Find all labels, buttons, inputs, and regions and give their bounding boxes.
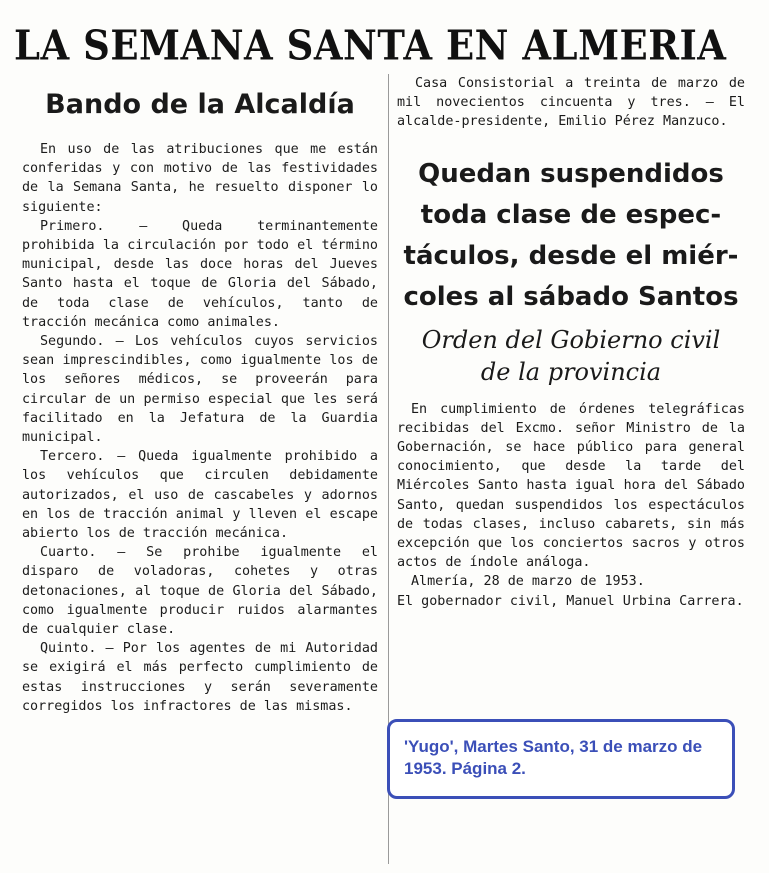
paragraph-intro: En uso de las atribuciones que me están conferidas y con motivo de las festividades de la Semana Santa, he resuelto disponer lo siguiente: bbox=[22, 142, 378, 215]
page-headline: LA SEMANA SANTA EN ALMERIA bbox=[14, 20, 727, 70]
source-caption: 'Yugo', Martes Santo, 31 de marzo de 1953. Página 2. bbox=[404, 737, 703, 778]
left-article bbox=[22, 80, 378, 716]
right-article bbox=[397, 74, 745, 611]
paragraph-primero: Primero. — Queda terminantemente prohibida la circulación por todo el término municipal, desde las doce horas del Jueves Santo hasta el toque de Gloria del Sábado, de toda clase de vehículos, tanto de tracción mecánica como animales. bbox=[22, 218, 378, 330]
subheadline-line: Orden del Gobierno civil bbox=[421, 325, 721, 354]
paragraph-cuarto: Cuarto. — Se prohibe igualmente el disparo de voladoras, cohetes y otras detonaciones, al toque de Gloria del Sábado, como igualmente producir ruidos alarmantes de cualquier clase. bbox=[22, 545, 378, 638]
paragraph-quinto: Quinto. — Por los agentes de mi Autoridad se exigirá el más perfecto cumplimiento de estas instrucciones y serán severamente corregidos los infractores de las mismas. bbox=[22, 641, 378, 714]
paragraph-tercero: Tercero. — Queda igualmente prohibido a los vehículos que circulen debidamente autorizados, el uso de cascabeles y adornos en los de tracción animal y lleven el escape abierto los de tracción mecánica. bbox=[22, 449, 378, 542]
signature: El gobernador civil, Manuel Urbina Carrera. bbox=[397, 593, 744, 609]
paragraph-order: En cumplimiento de órdenes telegráficas recibidas del Excmo. señor Ministro de la Gobernación, se hace público para general conocimiento, que desde la tarde del Miércoles Santo hasta igual hora del Sábado Santo, quedan suspendidos los espectáculos de todas clases, incluso cabarets, sin más excepción que los conciertos sacros y otros actos de índole análoga. bbox=[397, 401, 745, 571]
headline-line: coles al sábado Santos bbox=[403, 281, 739, 312]
article-body bbox=[22, 140, 378, 716]
dateline: Almería, 28 de marzo de 1953. bbox=[411, 574, 645, 590]
suspension-subheadline bbox=[397, 324, 745, 388]
suspension-headline bbox=[397, 154, 745, 318]
headline-line: toda clase de espec- bbox=[420, 199, 722, 230]
continuation-text: Casa Consistorial a treinta de marzo de mil novecientos cincuenta y tres. — El alcalde-presidente, Emilio Pérez Manzuco. bbox=[397, 76, 745, 130]
suspension-body bbox=[397, 400, 745, 611]
subheadline-line: de la provincia bbox=[480, 357, 662, 386]
source-caption-box bbox=[387, 719, 735, 799]
paragraph-segundo: Segundo. — Los vehículos cuyos servicios sean imprescindibles, como igualmente los de los señores médicos, se proveerán para circular de un permiso especial que les será facilitado en la Jefatura de la Guardia municipal. bbox=[22, 334, 378, 446]
headline-line: táculos, desde el miér- bbox=[403, 240, 739, 271]
headline-line: Quedan suspendidos bbox=[418, 158, 724, 189]
article-title: Bando de la Alcaldía bbox=[45, 89, 355, 120]
